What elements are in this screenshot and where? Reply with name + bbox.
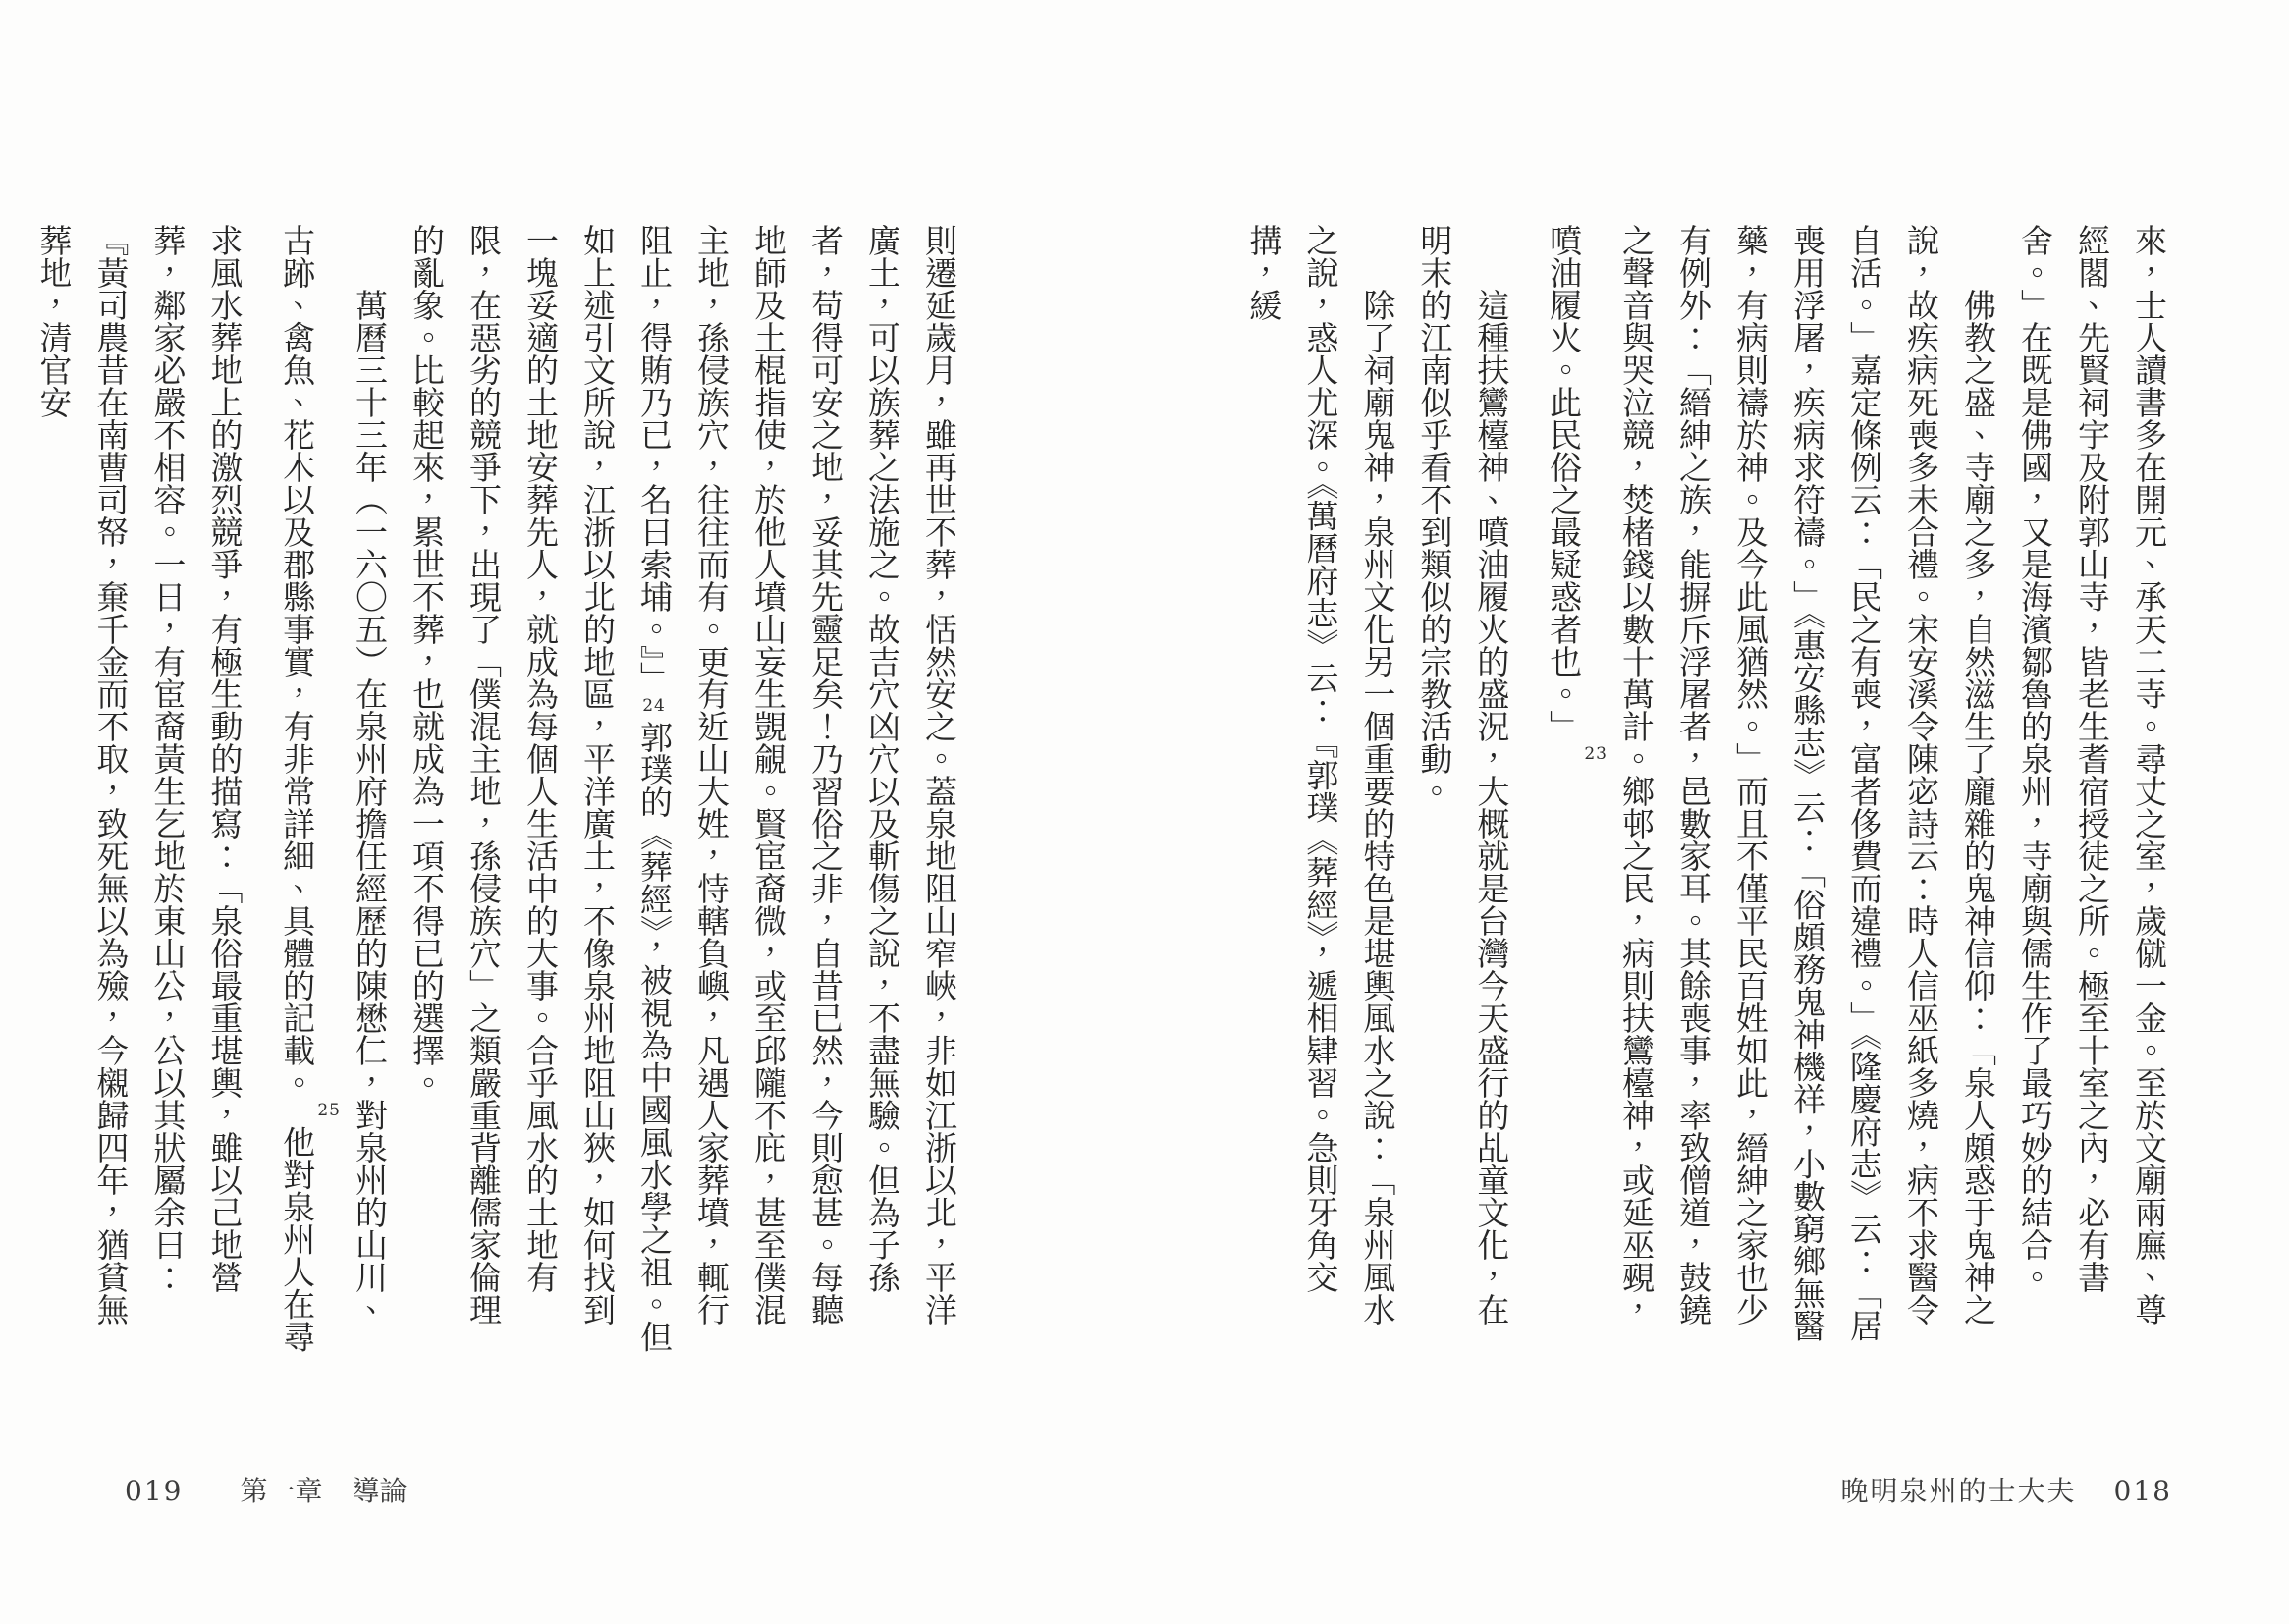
paragraph: 萬曆三十三年（一六〇五）在泉州府擔任經歷的陳懋仁，對泉州的山川、古跡、禽魚、花木以及郡縣事實，有非常詳細、具體的記載。25他對泉州人在尋求風水葬地上的激烈競爭，有極生動的描寫：「泉俗最重堪輿，雖以己地營葬，鄰家必嚴不相容。一日，有宦裔黃生乞地於東山公，公以其狀屬余曰：『黃司農昔在南曹司帑，棄千金而不取，致死無以為殮，今櫬歸四年，猶貧無葬地，清官安 (34, 224, 389, 1353)
paragraph: 則遷延歲月，雖再世不葬，恬然安之。蓋泉地阻山窄峽，非如江浙以北，平洋廣土，可以族葬之法施之。故吉穴凶穴以及斬傷之說，不盡無驗。但為子孫者，苟得可安之地，妥其先靈足矣！乃習俗之非，自昔已然，今則愈甚。每聽地師及土棍指使，於他人墳山妄生覬覦。賢宦裔微，或至邱隴不庇，甚至僕混主地，孫侵族穴，往往而有。更有近山大姓，恃轄負嶼，凡遇人家葬墳，輒行阻止，得賄乃已，名曰索埔。』」24郭璞的《葬經》，被視為中國風水學之祖。但如上述引文所說，江浙以北的地區，平洋廣土，不像泉州地阻山狹，如何找到一塊妥適的土地安葬先人，就成為每個人生活中的大事。合乎風水的土地有限，在惡劣的競爭下，出現了「僕混主地，孫侵族穴」之類嚴重背離儒家倫理的亂象。比較起來，累世不葬，也就成為一項不得已的選擇。 (408, 224, 958, 1353)
page-left-footer (125, 1470, 407, 1509)
page-left-body-text (25, 224, 967, 1353)
chapter-label: 第一章 (240, 1475, 323, 1507)
paragraph: 來，士人讀書多在開元、承天二寺。尋丈之室，歲僦一金。至於文廟兩廡、尊經閣、先賢祠宇及附郭山寺，皆老生耆宿授徒之所。極至十室之內，必有書舍。」在既是佛國，又是海濱鄒魯的泉州，寺廟與儒生作了最巧妙的結合。 (2016, 224, 2168, 1326)
page-right-footer (1841, 1470, 2172, 1509)
page-left (0, 0, 1144, 1624)
page-right-body-text (1234, 224, 2177, 1353)
paragraph: 除了祠廟鬼神，泉州文化另一個重要的特色是堪輿風水之說：「泉州風水之說，惑人尤深。《萬曆府志》云：『郭璞《葬經》，遞相肄習。急則牙角交搆，緩 (1244, 224, 1397, 1326)
paragraph: 這種扶鸞檯神、噴油履火的盛況，大概就是台灣今天盛行的乩童文化，在明末的江南似乎看不到類似的宗教活動。 (1415, 224, 1511, 1326)
section-label: 導論 (352, 1475, 408, 1507)
page-number-left: 019 (125, 1475, 184, 1507)
page-number-right: 018 (2113, 1475, 2172, 1507)
footnote-ref: 25 (317, 1101, 341, 1120)
footnote-ref: 24 (642, 695, 666, 716)
paragraph: 佛教之盛、寺廟之多，自然滋生了龐雜的鬼神信仰：「泉人頗惑于鬼神之說，故疾病死喪多未合禮。宋安溪令陳宓詩云：時人信巫紙多燒，病不求醫令自活。」嘉定條例云：「民之有喪，富者侈費而違禮。」《隆慶府志》云：「居喪用浮屠，疾病求符禱。」《惠安縣志》云：「俗頗務鬼神機祥，小數窮鄉無醫藥，有病則禱於神。及今此風猶然。」而且不僅平民百姓如此，縉紳之家也少有例外：「縉紳之族，能摒斥浮屠者，邑數家耳。其餘喪事，率致僧道，鼓鐃之聲音與哭泣競，焚楮錢以數十萬計。鄉邨之民，病則扶鸞檯神，或延巫覡，噴油履火。此民俗之最疑惑者也。」23 (1519, 224, 2006, 1353)
footnote-ref: 23 (1584, 744, 1608, 764)
book-title: 晚明泉州的士大夫 (1840, 1475, 2077, 1507)
page-right (1145, 0, 2289, 1624)
